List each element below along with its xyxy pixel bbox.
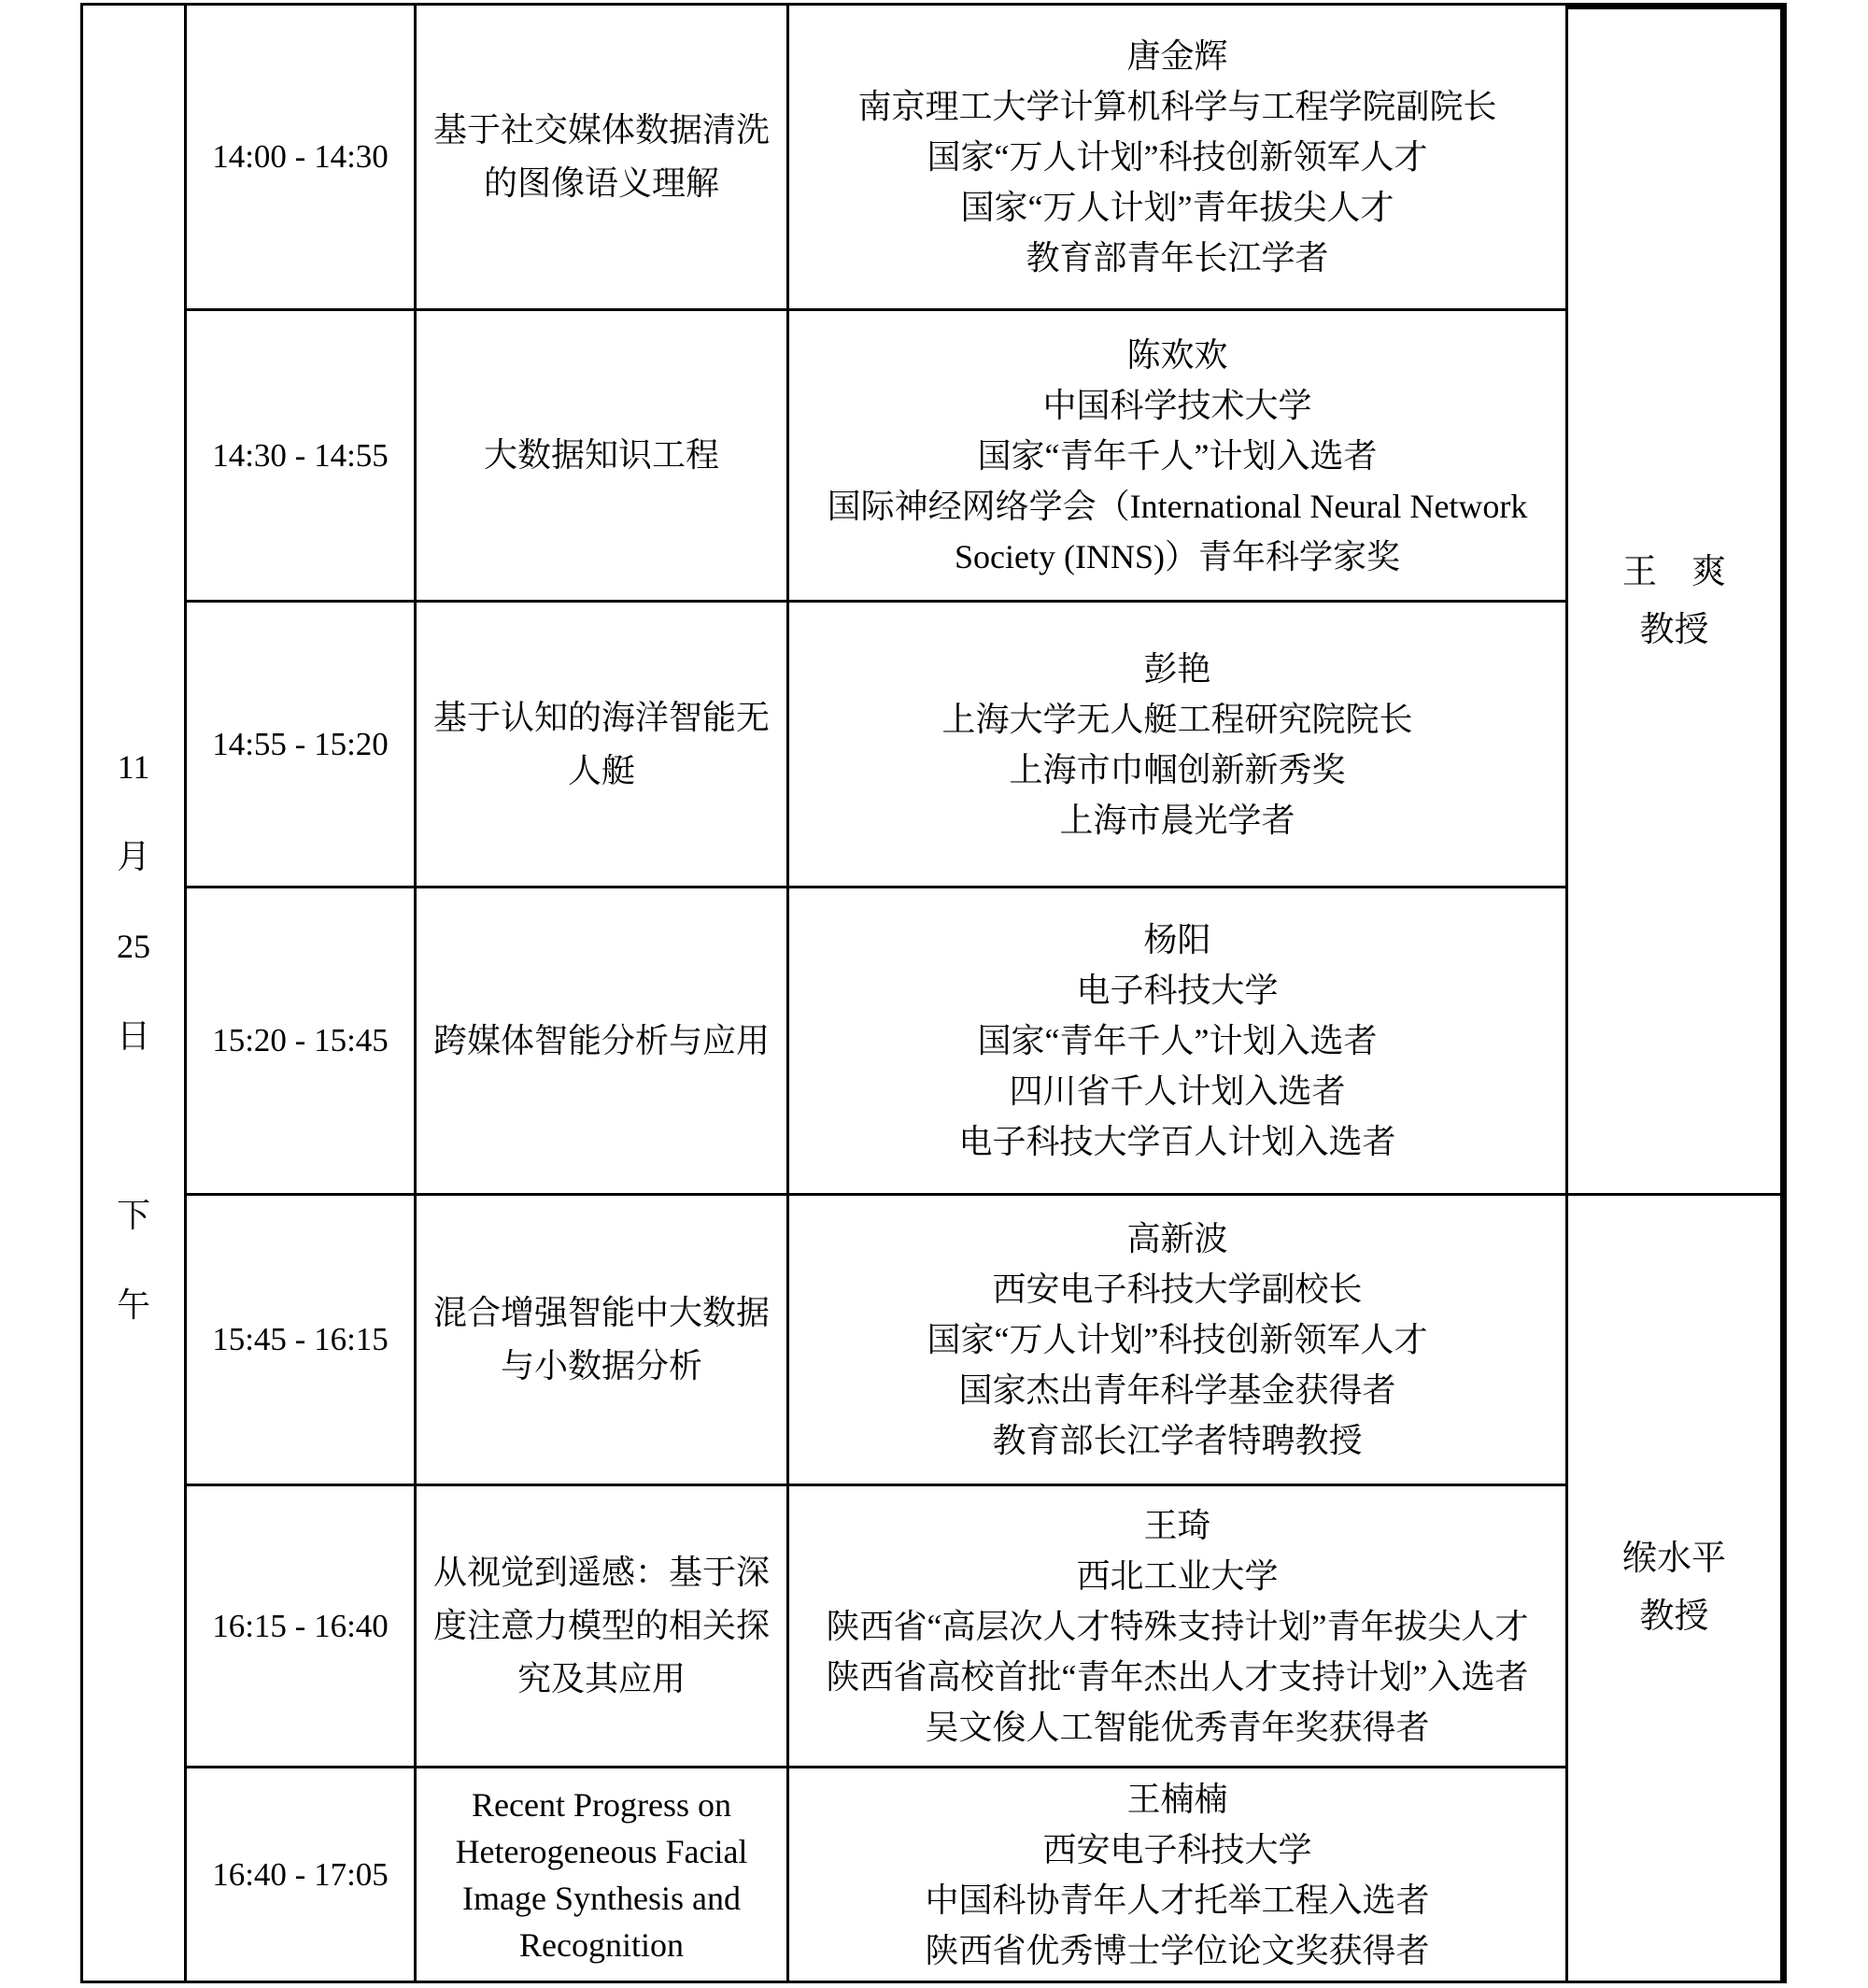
time-range: 15:45 - 16:15 <box>212 1321 389 1357</box>
speaker-name: 王琦 <box>1143 1506 1211 1544</box>
speaker-info-line: 教育部长江学者特聘教授 <box>992 1422 1363 1459</box>
speaker-info-line: 西安电子科技大学 <box>1042 1830 1312 1868</box>
date-cell <box>83 6 187 1981</box>
talk-title-cell <box>417 888 789 1196</box>
chair-title: 教授 <box>1639 1598 1709 1636</box>
speaker-cell <box>789 1196 1568 1486</box>
talk-title-line: 大数据知识工程 <box>483 436 719 474</box>
speaker-info-line: 陕西省优秀博士学位论文奖获得者 <box>925 1931 1430 1969</box>
time-cell <box>187 1486 417 1768</box>
speaker-info-line: 中国科学技术大学 <box>1042 386 1312 424</box>
speaker-info-line: 上海市巾帼创新新秀奖 <box>1009 750 1346 788</box>
speaker-info-line: 电子科技大学 <box>1076 972 1279 1009</box>
time-range: 14:00 - 14:30 <box>212 138 389 175</box>
chair-title: 教授 <box>1639 610 1709 649</box>
talk-title-cell <box>417 603 789 888</box>
speaker-cell <box>789 6 1568 311</box>
speaker-cell <box>789 1486 1568 1768</box>
speaker-info-line: 西安电子科技大学副校长 <box>992 1271 1363 1308</box>
time-range: 14:55 - 15:20 <box>212 725 389 762</box>
session-chair-cell <box>1568 6 1780 1196</box>
talk-title-line: 与小数据分析 <box>500 1347 702 1384</box>
talk-title-line: 跨媒体智能分析与应用 <box>432 1021 770 1059</box>
speaker-cell <box>789 311 1568 603</box>
talk-title-cell <box>417 1486 789 1768</box>
talk-title-line: 混合增强智能中大数据 <box>432 1294 770 1331</box>
speaker-info-line: 国家“青年千人”计划入选者 <box>977 436 1378 475</box>
speaker-info-line: 陕西省高校首批“青年杰出人才支持计划”入选者 <box>826 1657 1529 1696</box>
time-cell <box>187 888 417 1196</box>
speaker-info-line: 国家杰出青年科学基金获得者 <box>958 1371 1396 1409</box>
speaker-cell <box>789 603 1568 888</box>
time-range: 15:20 - 15:45 <box>212 1022 389 1058</box>
talk-title-cell <box>417 6 789 311</box>
time-cell <box>187 311 417 603</box>
speaker-info-line: 上海大学无人艇工程研究院院长 <box>941 700 1413 738</box>
speaker-info-line: 西北工业大学 <box>1076 1556 1279 1595</box>
date-char: 月 <box>116 838 150 875</box>
talk-title-line: 基于社交媒体数据清洗 <box>432 111 770 149</box>
time-cell <box>187 1196 417 1486</box>
speaker-info-line: 国家“万人计划”科技创新领军人才 <box>927 138 1428 176</box>
date-char: 午 <box>116 1286 150 1324</box>
talk-title-line: 究及其应用 <box>517 1660 686 1697</box>
speaker-cell <box>789 1768 1568 1981</box>
talk-title-cell <box>417 1768 789 1981</box>
talk-title-cell <box>417 1196 789 1486</box>
speaker-info-line: 国家“万人计划”青年拔尖人才 <box>960 189 1394 226</box>
session-chair-cell <box>1568 1196 1780 1981</box>
talk-title-line: 度注意力模型的相关探 <box>432 1607 770 1644</box>
date-period <box>117 1171 150 1350</box>
talk-title-line: Image Synthesis and <box>462 1879 741 1917</box>
speaker-info-line: Society (INNS)）青年科学家奖 <box>955 537 1400 575</box>
speaker-info-line: 吴文俊人工智能优秀青年奖获得者 <box>925 1708 1430 1746</box>
talk-title-cell <box>417 311 789 603</box>
speaker-cell <box>789 888 1568 1196</box>
speaker-name: 唐金辉 <box>1126 37 1228 75</box>
time-range: 16:40 - 17:05 <box>212 1855 389 1893</box>
speaker-info-line: 教育部青年长江学者 <box>1026 239 1329 277</box>
chair-name: 王 爽 <box>1622 552 1726 591</box>
talk-title-line: 人艇 <box>567 751 635 789</box>
talk-title-line: Heterogeneous Facial <box>455 1832 748 1870</box>
date-char: 日 <box>116 1017 150 1055</box>
speaker-info-line: 陕西省“高层次人才特殊支持计划”青年拔尖人才 <box>826 1607 1529 1645</box>
date-char: 11 <box>117 748 150 786</box>
speaker-info-line: 中国科协青年人才托举工程入选者 <box>925 1881 1430 1919</box>
speaker-info-line: 四川省千人计划入选者 <box>1009 1072 1346 1110</box>
time-cell <box>187 1768 417 1981</box>
date-char: 下 <box>116 1197 150 1234</box>
time-range: 14:30 - 14:55 <box>212 436 389 474</box>
speaker-info-line: 南京理工大学计算机科学与工程学院副院长 <box>857 88 1497 125</box>
speaker-name: 高新波 <box>1126 1220 1228 1257</box>
speaker-name: 杨阳 <box>1143 921 1211 958</box>
speaker-info-line: 上海市晨光学者 <box>1059 801 1295 839</box>
speaker-info-line: 国家“万人计划”科技创新领军人才 <box>927 1321 1428 1358</box>
time-cell <box>187 603 417 888</box>
speaker-info-line: 电子科技大学百人计划入选者 <box>958 1123 1396 1160</box>
talk-title-line: Recognition <box>519 1925 684 1964</box>
chair-name: 缑水平 <box>1622 1540 1726 1578</box>
speaker-name: 王楠楠 <box>1126 1780 1228 1818</box>
time-cell <box>187 6 417 311</box>
time-range: 16:15 - 16:40 <box>212 1607 389 1644</box>
date-month-day <box>117 722 150 1081</box>
talk-title-line: 从视觉到遥感：基于深 <box>432 1554 770 1591</box>
date-char: 25 <box>116 928 150 965</box>
speaker-name: 陈欢欢 <box>1126 335 1228 374</box>
speaker-info-line: 国际神经网络学会（International Neural Network <box>827 487 1528 525</box>
talk-title-line: Recent Progress on <box>472 1785 731 1824</box>
program-table <box>80 3 1787 1983</box>
talk-title-line: 基于认知的海洋智能无 <box>432 698 770 736</box>
speaker-name: 彭艳 <box>1143 649 1211 688</box>
talk-title-line: 的图像语义理解 <box>483 164 719 202</box>
speaker-info-line: 国家“青年千人”计划入选者 <box>977 1022 1378 1059</box>
